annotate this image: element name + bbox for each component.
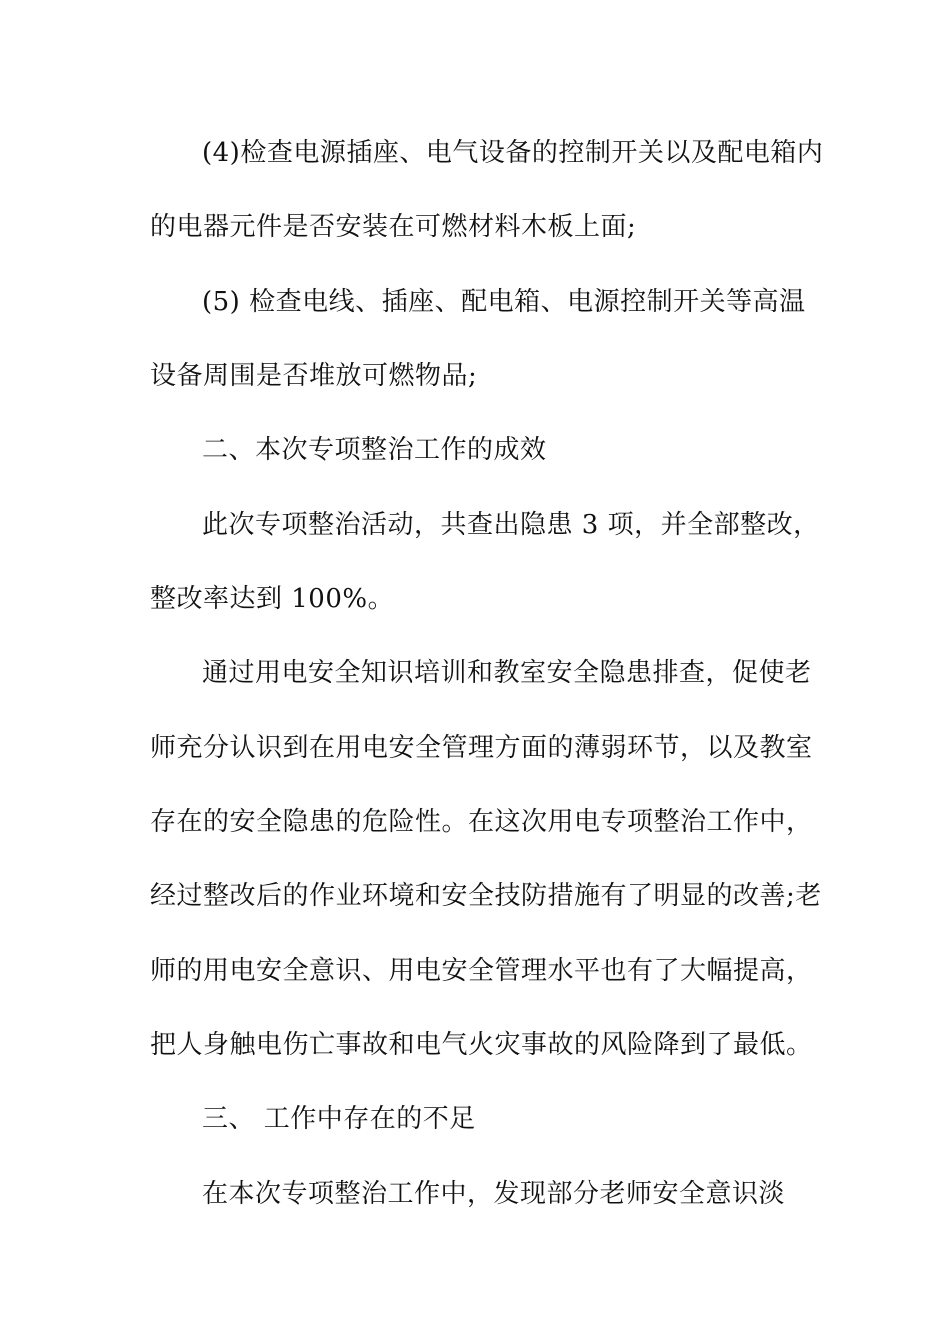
- paragraph-line: 存在的安全隐患的危险性。在这次用电专项整治工作中，: [150, 807, 813, 837]
- paragraph-line: 师的用电安全意识、用电安全管理水平也有了大幅提高，: [150, 956, 813, 986]
- paragraph-line: (5) 检查电线、插座、配电箱、电源控制开关等高温: [202, 287, 806, 317]
- paragraph-line: 在本次专项整治工作中，发现部分老师安全意识淡: [202, 1179, 786, 1209]
- paragraph-line: 通过用电安全知识培训和教室安全隐患排查，促使老: [202, 658, 812, 688]
- paragraph-line: (4)检查电源插座、电气设备的控制开关以及配电箱内: [202, 138, 824, 168]
- section-heading: 三、 工作中存在的不足: [202, 1104, 476, 1134]
- paragraph-line: 此次专项整治活动，共查出隐患 3 项，并全部整改，: [202, 510, 820, 540]
- paragraph-line: 经过整改后的作业环境和安全技防措施有了明显的改善;老: [150, 881, 822, 911]
- paragraph-line: 设备周围是否堆放可燃物品;: [150, 361, 478, 391]
- paragraph-line: 整改率达到 100%。: [150, 584, 395, 614]
- paragraph-line: 的电器元件是否安装在可燃材料木板上面;: [150, 212, 637, 242]
- section-heading: 二、本次专项整治工作的成效: [202, 435, 547, 465]
- paragraph-line: 把人身触电伤亡事故和电气火灾事故的风险降到了最低。: [150, 1030, 813, 1060]
- paragraph-line: 师充分认识到在用电安全管理方面的薄弱环节，以及教室: [150, 733, 813, 763]
